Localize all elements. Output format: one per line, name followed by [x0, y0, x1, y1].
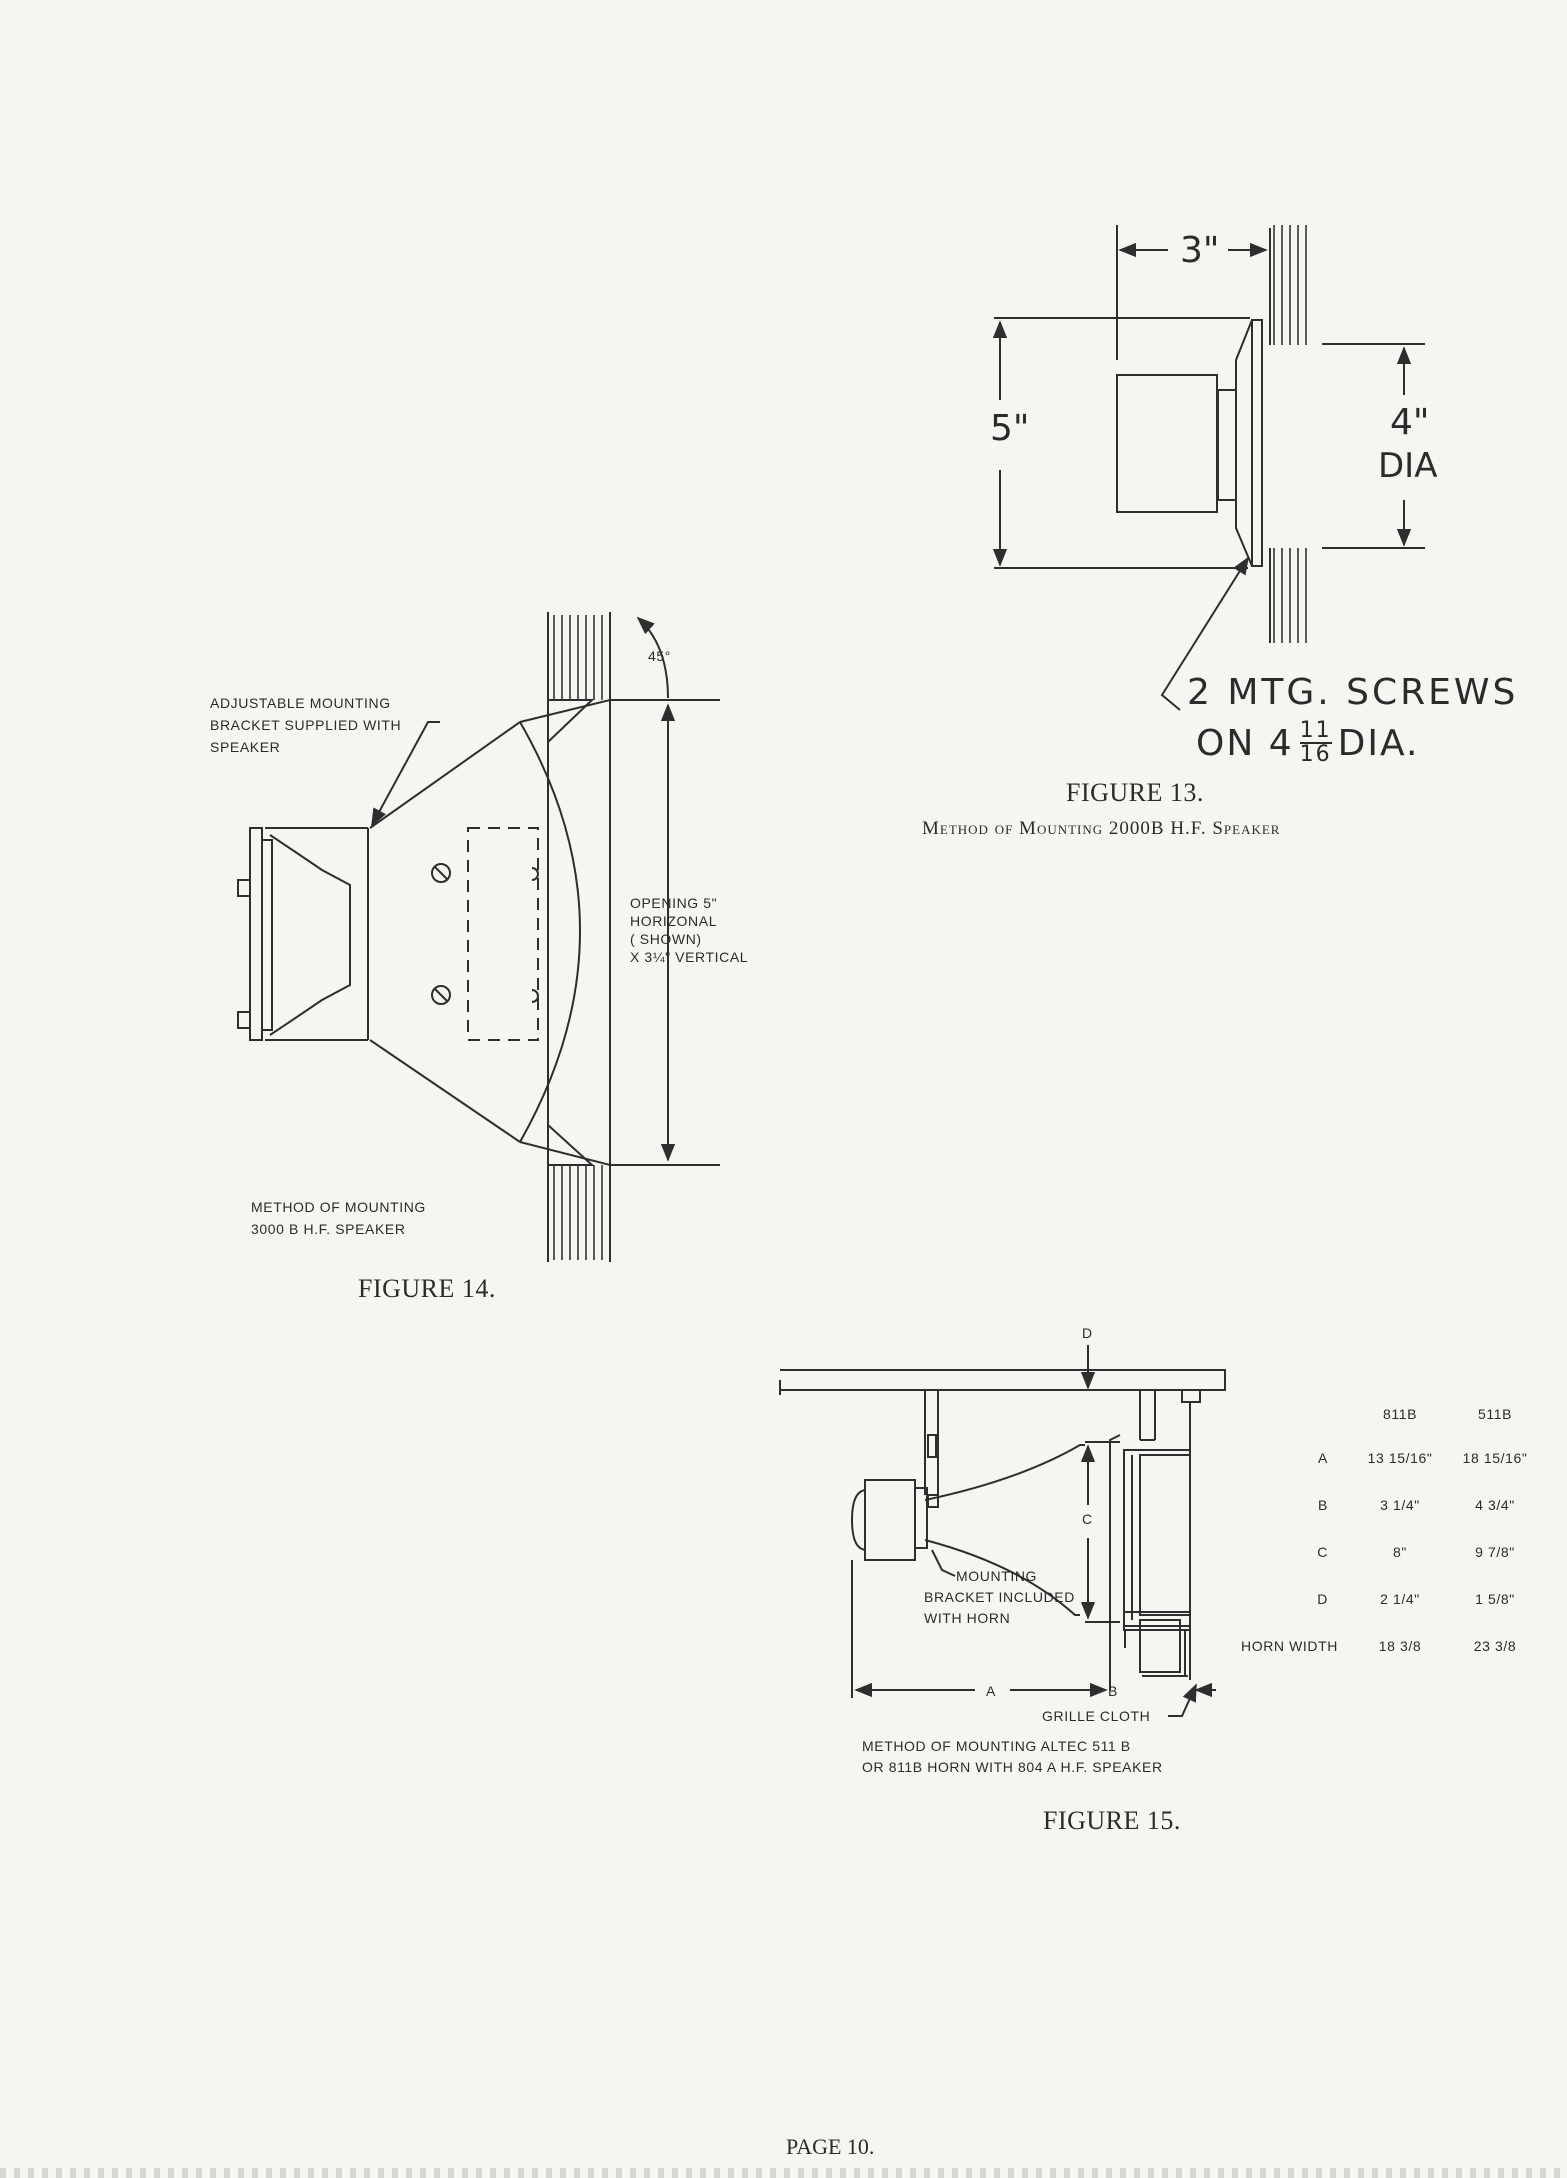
table-row-label: A	[1318, 1449, 1328, 1466]
fig14-bracket-line1: ADJUSTABLE MOUNTING	[210, 695, 391, 711]
fig13-screws-prefix: ON 4	[1196, 722, 1294, 764]
table-header-511b: 511B	[1477, 1406, 1513, 1422]
fig14-opening-line3: ( SHOWN)	[630, 931, 702, 947]
fig15-bracket-label	[924, 1566, 1075, 1629]
table-cell-811b: 3 1/4"	[1380, 1496, 1420, 1513]
table-row	[1240, 1434, 1540, 1481]
fig14-bracket-line3: SPEAKER	[210, 739, 281, 755]
fig15-dim-b: B	[1108, 1683, 1118, 1699]
table-row-label: C	[1317, 1543, 1328, 1560]
fig15-bracket-line1: MOUNTING	[956, 1568, 1038, 1584]
fig15-caption: FIGURE 15.	[1043, 1806, 1181, 1835]
table-row-label: B	[1318, 1496, 1328, 1513]
fig14-opening-label	[630, 894, 748, 966]
table-row	[1240, 1528, 1540, 1575]
fig14-opening-line1: OPENING 5"	[630, 895, 718, 911]
table-cell-511b: 9 7/8"	[1475, 1543, 1515, 1560]
fig15-method-line1: METHOD OF MOUNTING ALTEC 511 B	[862, 1738, 1131, 1754]
fig14-bracket-label	[210, 692, 401, 758]
fig15-method-line2: OR 811B HORN WITH 804 A H.F. SPEAKER	[862, 1759, 1163, 1775]
table-cell-511b: 18 15/16"	[1462, 1449, 1528, 1466]
fig13-screws-line2	[1196, 720, 1419, 766]
fig13-frac-den: 16	[1299, 742, 1332, 767]
fig13-caption: FIGURE 13.	[1066, 778, 1204, 807]
fig13-screws-suffix: DIA.	[1337, 722, 1420, 764]
fig14-method-label	[251, 1196, 426, 1240]
table-row	[1240, 1481, 1540, 1528]
fig14-opening-line2: HORIZONAL	[630, 913, 718, 929]
fig15-dim-a: A	[986, 1683, 996, 1699]
table-cell-811b: 2 1/4"	[1380, 1590, 1420, 1607]
fig14-opening-line4: X 3¼" VERTICAL	[630, 949, 749, 965]
fig14-method-line2: 3000 B H.F. SPEAKER	[251, 1221, 406, 1237]
fig13-subcaption: Method of Mounting 2000B H.F. Speaker	[922, 818, 1281, 839]
table-row	[1240, 1622, 1540, 1669]
table-header-811b: 811B	[1382, 1406, 1418, 1422]
fig13-frac-num: 11	[1299, 718, 1332, 743]
fig13-screws-fraction	[1300, 720, 1332, 766]
table-cell-511b: 23 3/8	[1473, 1637, 1517, 1654]
fig13-depth-dim: 3"	[1180, 230, 1220, 271]
table-row	[1240, 1575, 1540, 1622]
fig14-bracket-line2: BRACKET SUPPLIED WITH	[210, 717, 402, 733]
figure13-drawing	[994, 225, 1425, 710]
table-header-row	[1240, 1394, 1540, 1434]
table-cell-811b: 18 3/8	[1378, 1637, 1422, 1654]
table-cell-511b: 1 5/8"	[1475, 1590, 1515, 1607]
fig15-bracket-line2: BRACKET INCLUDED	[924, 1589, 1075, 1605]
figure15-drawing	[780, 1345, 1225, 1716]
fig15-dim-c: C	[1082, 1511, 1093, 1527]
fig14-method-line1: METHOD OF MOUNTING	[251, 1199, 426, 1215]
fig15-dim-d: D	[1082, 1325, 1093, 1341]
fig15-dimension-table	[1240, 1394, 1540, 1669]
fig14-angle: 45°	[648, 648, 671, 664]
fig13-opening-unit: DIA	[1378, 446, 1438, 486]
fig13-opening-dim: 4"	[1390, 402, 1430, 443]
table-row-label: D	[1317, 1590, 1328, 1607]
table-cell-811b: 8"	[1393, 1543, 1407, 1560]
page-number: PAGE 10.	[786, 2134, 875, 2159]
fig15-grille-label: GRILLE CLOTH	[1042, 1708, 1151, 1724]
fig15-bracket-line3: WITH HORN	[924, 1610, 1011, 1626]
fig13-height-dim: 5"	[990, 408, 1030, 449]
fig13-screws-line1: 2 MTG. SCREWS	[1187, 672, 1519, 713]
table-cell-811b: 13 15/16"	[1367, 1449, 1433, 1466]
fig15-method-label	[862, 1736, 1163, 1778]
fig14-caption: FIGURE 14.	[358, 1274, 496, 1303]
table-cell-511b: 4 3/4"	[1475, 1496, 1515, 1513]
table-row-label: HORN WIDTH	[1241, 1637, 1338, 1654]
torn-bottom-edge	[0, 2168, 1567, 2178]
